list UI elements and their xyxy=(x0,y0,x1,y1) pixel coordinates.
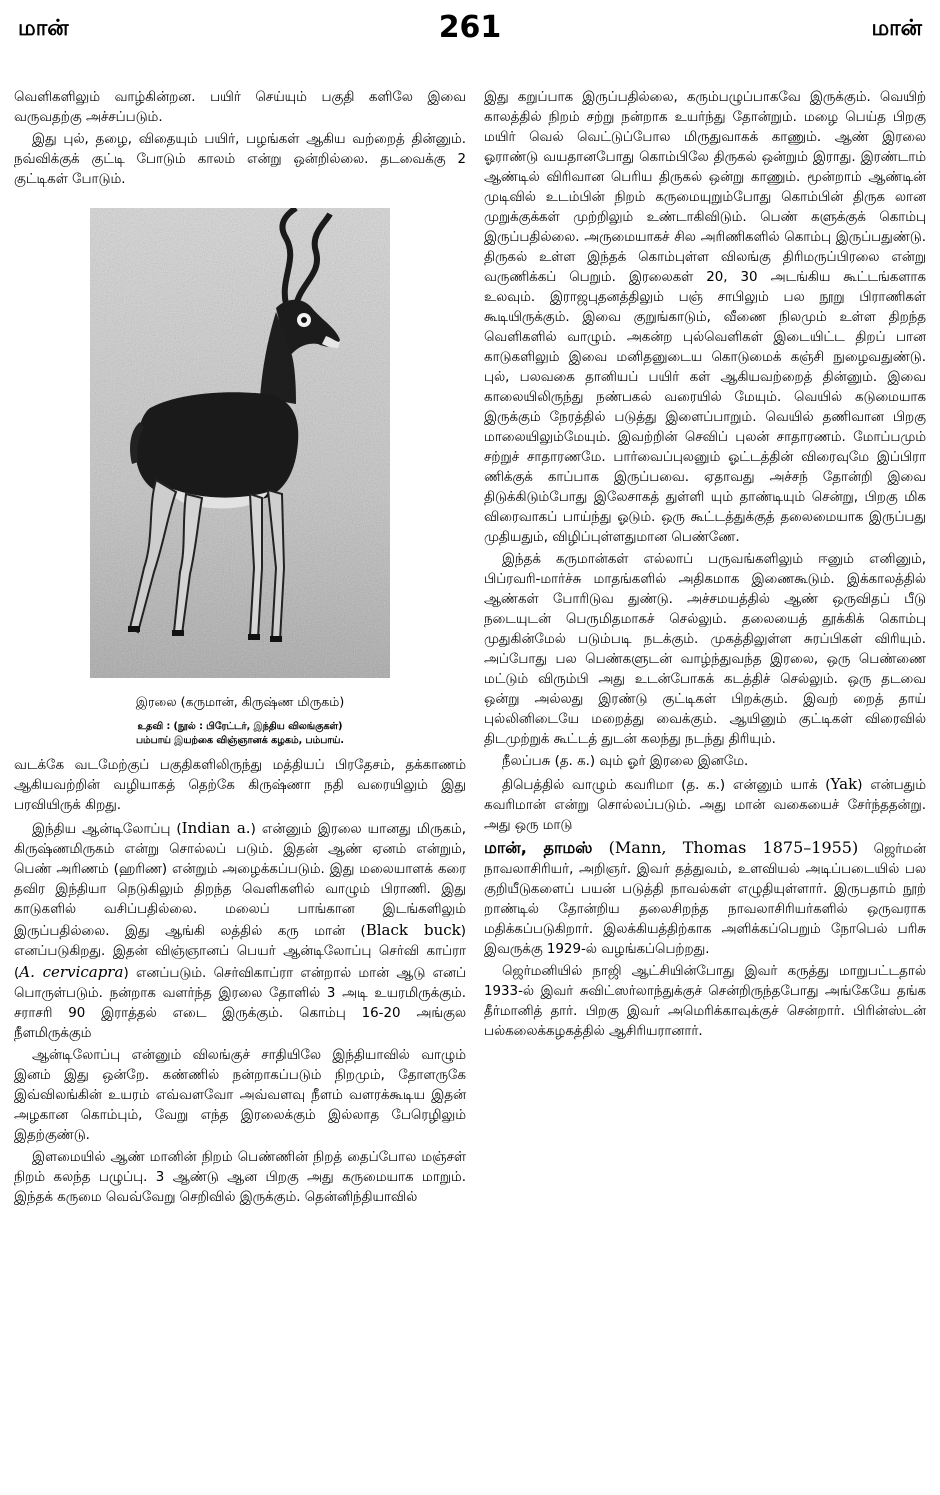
paragraph xyxy=(484,774,926,836)
figure-credit-line: பம்பாய் இயற்கை விஞ்ஞானக் கழகம், பம்பாய். xyxy=(135,735,345,746)
entry-mann-thomas xyxy=(484,838,926,960)
paragraph: ஜெர்மனியில் நாஜி ஆட்சியின்போது இவர் கருத்து மாறுபட்டதால் 1933-ல் இவர் சுவிட்ஸர்லாந்துக்குச் சென்றிருந்தபோது அங்கேயே தங்க தீர்மானித் தார். பிறகு இவர் அமெரிக்காவுக்குச் சென்றார். பிரின்ஸ்டன் பல்கலைக்கழகத்தில் ஆசிரியரானார். xyxy=(484,964,926,1039)
paragraph: இது கறுப்பாக இருப்பதில்லை, கரும்பழுப்பாகவே இருக்கும். வெயிற் காலத்தில் நிறம் சற்று நன்றாக உயர்ந்து தோன்றும். மழை பெய்த பிறகு மயிர் வெல் வெட்டுப்போல மிருதுவாகக் காணும். ஆண் இரலை ஓராண்டு வயதானபோது கொம்பிலே திருகல் ஒன்றும் இராது. இரண்டாம் ஆண்டில் விரிவான பெரிய திருகல் ஒன்று காணும். மூன்றாம் ஆண்டின் முடிவில் உடம்பின் நிறம் கருமையுறும்போது கொம்பின் திருக லான முறுக்குக்கள் முற்றிலும் உண்டாகிவிடும். பெண் களுக்குக் கொம்பு இருப்பதில்லை. அருமையாகச் சில அரிணிகளில் கொம்பு இருப்பதுண்டு. திருகல் உள்ள இந்தக் கொம்புள்ள விலங்கு திரிமருப்பிரலை என்று வருணிக்கப் பெறும். இரலைகள் 20, 30 அடங்கிய கூட்டங்களாக உலவும். இராஜபுதனத்திலும் பஞ் சாபிலும் பல நூறு பிராணிகள் கூடியிருக்கும். இவை குறுங்காடும், வீணை நிலமும் உள்ள திறந்த வெளிகளில் வாழும். அகன்ற புல்வெளிகள் இடையிட்ட திறப் பான காடுகளிலும் இவை மனிதனுடைய கொடுமைக் கஞ்சி நுழைவதுண்டு. புல், பலவகை தானியப் பயிர் கள் ஆகியவற்றைத் தின்னும். இவை காலையிலிருந்து நண்பகல் வரையில் மேயும். வெயில் கடுமையாக இருக்கும் நேரத்தில் படுத்து இளைப்பாறும். வெயில் தணிவான பிறகு மாலையிலும்மேயும். இவற்றின் செவிப் புலன் சாதாரணம். மோப்பமும் சற்றுச் சாதாரணமே. பார்வைப்புலனும் ஓட்டத்தின் விரைவுமே இப்பிரா ணிக்குக் காப்பாக இருப்பவை. ஏதாவது அச்சந் தோன்றி இவை திடுக்கிடும்போது இலேசாகத் துள்ளி யும் தாண்டியும் சென்று, பிறகு மிக விரைவாகப் பாய்ந்து ஓடும். ஒரு கூட்டத்துக்குத் தலைமையாக இருப்பது முதியதும், விழிப்புள்ளதுமான பெண்ணே. xyxy=(484,90,926,545)
text-run: ) எனப்படுகிறது. இதன் விஞ்ஞானப் பெயர் ஆன்டிலோப்பு செர்வி காப்ரா ( xyxy=(14,924,466,981)
header-right-word: மான் xyxy=(871,16,922,41)
paragraph: வடக்கே வடமேற்குப் பகுதிகளிலிருந்து மத்தியப் பிரதேசம், தக்காணம் ஆகியவற்றின் வழியாகத் தெற்கே கிருஷ்ணா நதி வரையிலும் இது பரவியிருக் கிறது. xyxy=(14,758,466,813)
paragraph: இது புல், தழை, விதையும் பயிர், பழங்கள் ஆகிய வற்றைத் தின்னும். நவ்விக்குக் குட்டி போடும் காலம் என்று ஒன்றில்லை. தடவைக்கு 2 குட்டிகள் போடும். xyxy=(14,132,466,187)
text-run: இந்திய ஆன்டிலோப்பு ( xyxy=(32,822,182,837)
latin-term: Black buck xyxy=(365,921,461,939)
page-number: 261 xyxy=(438,10,502,45)
latin-term: A. cervicapra xyxy=(19,963,124,981)
header-left-word: மான் xyxy=(18,16,69,41)
text-run: ) என்பதும் கவரிமான் என்று சொல்லப்படும். அது மான் வகையைச் சேர்ந்ததன்று. அது ஒரு மாடு xyxy=(484,778,926,833)
figure-credit-line: உதவி : (நூல் : பிரேட்டர், இந்திய விலங்குகள்) xyxy=(137,721,343,732)
paragraph: வெளிகளிலும் வாழ்கின்றன. பயிர் செய்யும் பகுதி களிலே இவை வருவதற்கு அச்சப்படும். xyxy=(14,90,466,125)
left-column xyxy=(14,88,466,1488)
latin-term: Indian a. xyxy=(181,819,251,837)
figure-caption: இரலை (கருமான், கிருஷ்ண மிருகம்) xyxy=(135,694,345,709)
right-column xyxy=(484,88,926,1488)
text-run: ) என்னும் இரலை யானது மிருகம், கிருஷ்ணமிருகம் என்று சொல்லப் படும். இதன் ஆண் ஏனம் என்றும், பெண் அரிணம் (ஹரிண) என்றும் அழைக்கப்படும். இது மலையாளக் கரை தவிர இந்தியா நெடுகிலும் திறந்த வெளிகளில் வாழும் பிராணி. இது காடுகளில் வசிப்பதில்லை. மலைப் பாங்கான இடங்களிலும் இருப்பதில்லை. இது ஆங்கி லத்தில் கரு மான் ( xyxy=(14,822,466,939)
paragraph: நீலப்பசு (த. க.) வும் ஓர் இரலை இனமே. xyxy=(502,754,749,769)
latin-term: Yak xyxy=(830,775,858,793)
page-header xyxy=(14,10,926,60)
blackbuck-photo xyxy=(90,208,390,678)
paragraph: இந்தக் கருமான்கள் எல்லாப் பருவங்களிலும் ஈனும் எனினும், பிப்ரவரி-மார்ச்சு மாதங்களில் அதிகமாக இணைகூடும். இக்காலத்தில் ஆண்கள் போரிடுவ துண்டு. அச்சமயத்தில் ஆண் ஒருவிதப் பீடு நடையுடன் பெருமிதமாகச் செல்லும். தலையைத் தூக்கிக் கொம்பு முதுகின்மேல் படும்படி நடக்கும். முகத்திலுள்ள சுரப்பிகள் விரியும். அப்போது பல பெண்களுடன் வாழ்ந்துவந்த இரலை, ஒரு பெண்ணை மட்டும் விரும்பி அது உடன்போகக் கடத்திச் செல்லும். ஒரு தடவை ஒன்று அல்லது இரண்டு குட்டிகள் பிறக்கும். இவற் றைத் தாய் புல்லினிடையே மறைத்து வைக்கும். ஆயினும் குட்டிகள் விரைவில் திடமுற்றுக் கூட்டத் துடன் கலந்து நடந்து திரியும். xyxy=(484,552,926,747)
blackbuck-figure xyxy=(90,208,390,748)
paragraph: ஆன்டிலோப்பு என்னும் விலங்குச் சாதியிலே இந்தியாவில் வாழும் இனம் இது ஒன்றே. கண்ணில் நன்றாகப்படும் நிறமும், தோளருகே இவ்விலங்கின் உயரம் எவ்வளவோ அவ்வளவு நீளம் வளரக்கூடிய இதன் அழகான கொம்பும், வேறு எந்த இரலைக்கும் இல்லாத பேரெழிலும் இதற்குண்டு. xyxy=(14,1048,466,1143)
entry-text: ஜெர்மன் நாவலாசிரியர், அறிஞர். இவர் தத்துவம், உளவியல் அடிப்படையில் பல குறியீடுகளைப் பயன் படுத்தி நாவல்கள் எழுதியுள்ளார். இருபதாம் நூற் றாண்டில் தோன்றிய தலைசிறந்த நாவலாசிரியர்களில் ஒருவராக மதிக்கப்படுகிறார். இலக்கியத்திற்காக அளிக்கப்பெறும் நோபெல் பரிசு இவருக்கு 1929-ல் வழங்கப்பெற்றது. xyxy=(484,842,926,957)
paragraph xyxy=(14,818,466,1044)
paragraph: இளமையில் ஆண் மானின் நிறம் பெண்ணின் நிறத் தைப்போல மஞ்சள் நிறம் கலந்த பழுப்பு. 3 ஆண்டு ஆன பிறகு அது கருமையாக மாறும். இந்தக் கருமை வெவ்வேறு செறிவில் இருக்கும். தென்னிந்தியாவில் xyxy=(14,1150,466,1205)
text-run: திபெத்தில் வாழும் கவரிமா (த. க.) என்னும் யாக் ( xyxy=(502,778,831,793)
entry-headword: மான், தாமஸ் xyxy=(484,838,593,857)
entry-latin-name: (Mann, Thomas 1875–1955) xyxy=(592,838,859,857)
text-run: ) எனப்படும். செர்விகாப்ரா என்றால் மான் ஆடு எனப் பொருள்படும். நன்றாக வளர்ந்த இரலை தோளில் 3 அடி உயரமிருக்கும். சராசரி 90 இராத்தல் எடை இருக்கும். கொம்பு 16-20 அங்குல நீளமிருக்கும் xyxy=(14,966,466,1041)
